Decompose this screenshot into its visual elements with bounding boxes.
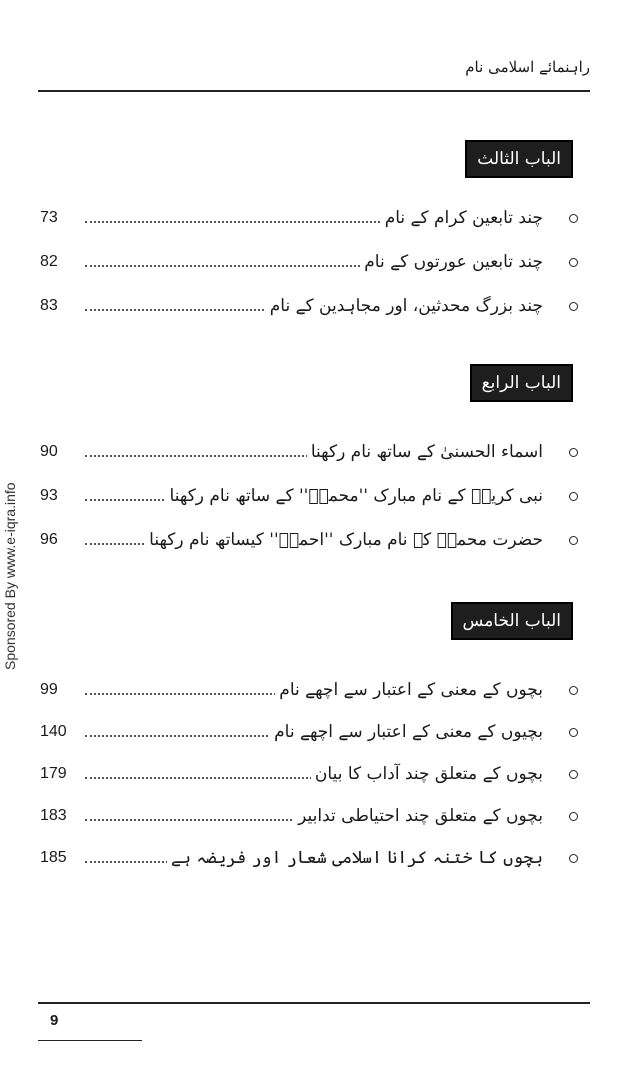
entry-title: بچیوں کے معنی کے اعتبار سے اچھے نام [270, 720, 543, 744]
page-number: 83 [40, 297, 58, 314]
entry-title: چند تابعین عورتوں کے نام [360, 250, 543, 274]
page-number: 179 [40, 765, 67, 782]
entry-title: بچوں کا ختنہ کرانا اسلامی شعار اور فریضہ ہے [167, 846, 543, 870]
bullet-icon [569, 302, 578, 311]
page-number: 185 [40, 849, 67, 866]
toc-entry[interactable] [0, 720, 638, 750]
section-heading: الباب الرابع [470, 364, 573, 402]
toc-entry[interactable] [0, 250, 638, 280]
entry-title: حضرت محمدؐ کے نام مبارک ''احمدؐ'' کیساتھ نام رکھنا [145, 528, 543, 552]
bullet-icon [569, 812, 578, 821]
page-number: 90 [40, 443, 58, 460]
bullet-icon [569, 448, 578, 457]
toc-entry[interactable] [0, 804, 638, 834]
bullet-icon [569, 854, 578, 863]
footer-page-number: 9 [50, 1012, 59, 1029]
toc-entry[interactable] [0, 528, 638, 558]
toc-entry[interactable] [0, 440, 638, 470]
toc-entry[interactable] [0, 678, 638, 708]
toc-entry[interactable] [0, 294, 638, 324]
bullet-icon [569, 214, 578, 223]
page-header-title: راہنمائے اسلامی نام [465, 58, 590, 76]
entry-title: نبی کریمؐ کے نام مبارک ''محمدؐ'' کے ساتھ نام رکھنا [166, 484, 543, 508]
toc-entry[interactable] [0, 206, 638, 236]
bullet-icon [569, 770, 578, 779]
header-rule [38, 90, 590, 92]
sponsor-text: Sponsored By www.e-iqra.info [2, 482, 18, 670]
entry-title: چند تابعین کرام کے نام [381, 206, 543, 230]
section-heading: الباب الخامس [451, 602, 573, 640]
bullet-icon [569, 258, 578, 267]
entry-title: بچوں کے معنی کے اعتبار سے اچھے نام [275, 678, 543, 702]
page-number: 73 [40, 209, 58, 226]
page-number: 82 [40, 253, 58, 270]
page-number: 140 [40, 723, 67, 740]
entry-title: بچوں کے متعلق چند احتیاطی تدابیر [294, 804, 543, 828]
footer-rule [38, 1002, 590, 1004]
bullet-icon [569, 492, 578, 501]
entry-title: چند بزرگ محدثین، اور مجاہدین کے نام [266, 294, 543, 318]
footer-underline [38, 1040, 142, 1041]
toc-entry[interactable] [0, 846, 638, 876]
page-number: 99 [40, 681, 58, 698]
bullet-icon [569, 536, 578, 545]
bullet-icon [569, 686, 578, 695]
toc-entry[interactable] [0, 484, 638, 514]
toc-entry[interactable] [0, 762, 638, 792]
entry-title: اسماء الحسنیٰ کے ساتھ نام رکھنا [307, 440, 543, 464]
page-number: 183 [40, 807, 67, 824]
page-number: 96 [40, 531, 58, 548]
page-number: 93 [40, 487, 58, 504]
entry-title: بچوں کے متعلق چند آداب کا بیان [311, 762, 543, 786]
bullet-icon [569, 728, 578, 737]
section-heading: الباب الثالث [465, 140, 573, 178]
